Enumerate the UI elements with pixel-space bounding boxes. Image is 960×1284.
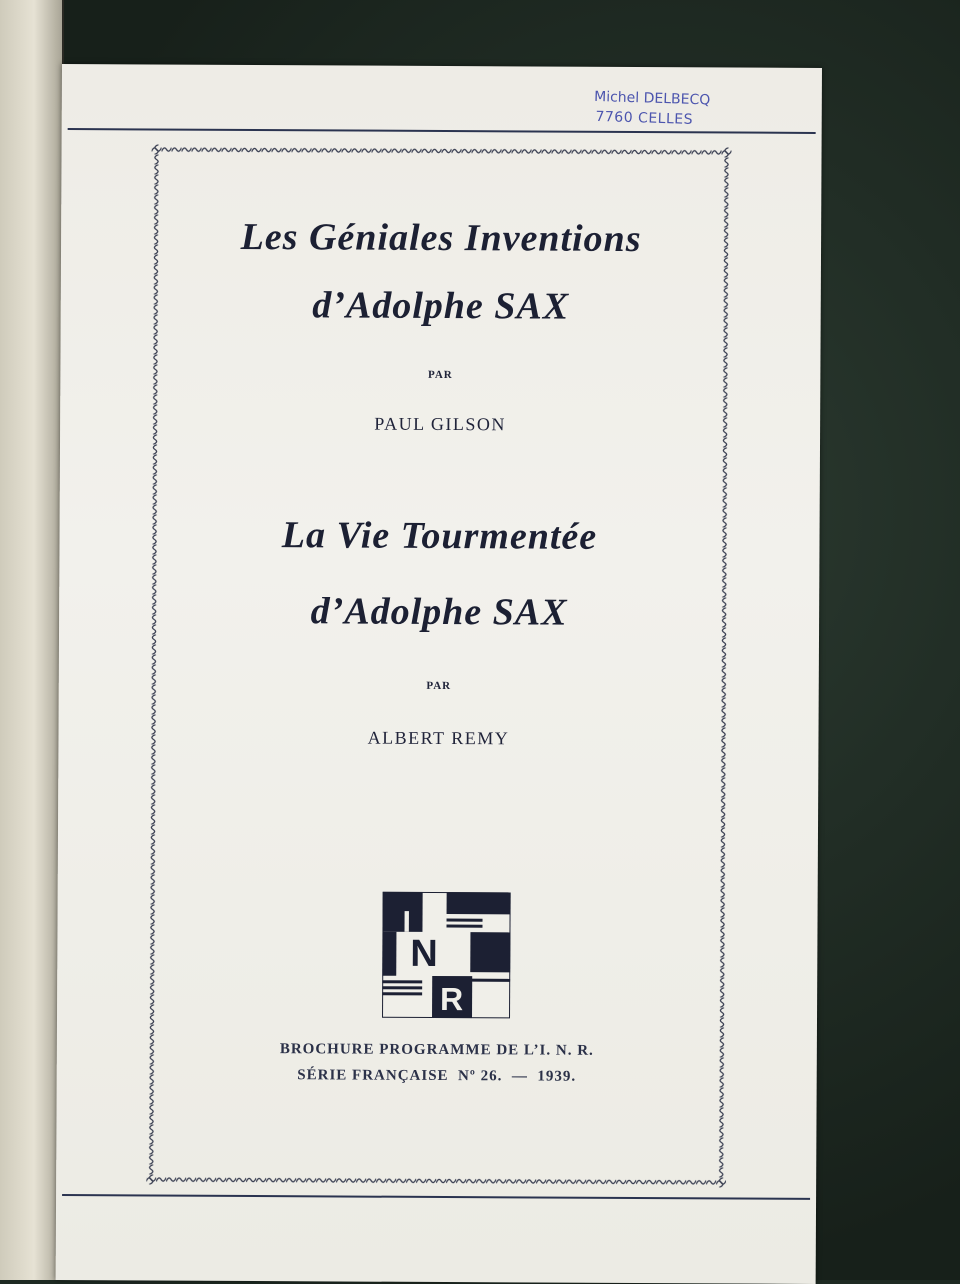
par-label-2: PAR [59, 678, 819, 694]
owner-stamp [593, 87, 744, 132]
title-2-line-2: d’Adolphe SAX [59, 588, 819, 636]
stamp-address: 7760 CELLES [593, 107, 744, 132]
logo-letter-r: R [440, 981, 463, 1017]
footer-line-1: BROCHURE PROGRAMME DE L’I. N. R. [57, 1040, 817, 1061]
title-1-line-2: d’Adolphe SAX [61, 282, 821, 330]
title-2-line-1: La Vie Tourmentée [59, 512, 819, 560]
inr-logo-icon [382, 892, 511, 1024]
logo-letter-n: N [410, 933, 438, 975]
logo-letter-i: I [402, 906, 411, 939]
title-page [56, 64, 822, 1284]
previous-page-edge [0, 0, 64, 1280]
stamp-name: Michel DELBECQ [594, 87, 745, 112]
author-2: ALBERT REMY [58, 726, 818, 751]
bottom-rule [62, 1194, 810, 1200]
par-label-1: PAR [60, 367, 820, 383]
footer-line-2: SÉRIE FRANÇAISE Nº 26. — 1939. [57, 1066, 817, 1087]
title-1-line-1: Les Géniales Inventions [61, 214, 821, 262]
author-1: PAUL GILSON [60, 412, 820, 437]
